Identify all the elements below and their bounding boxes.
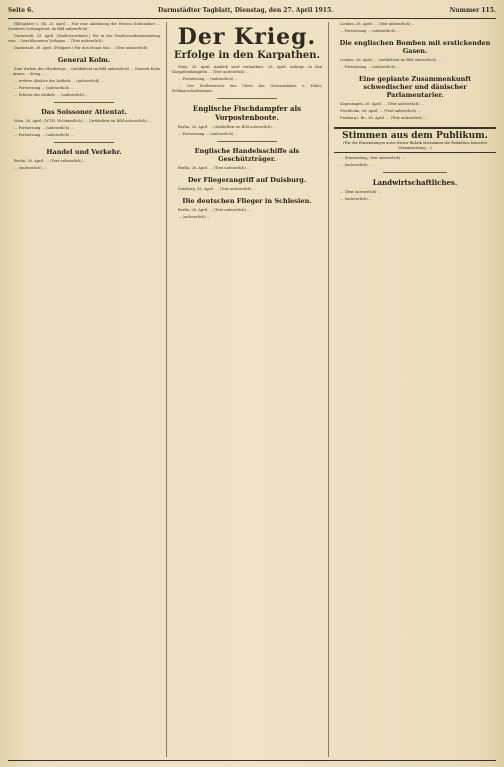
article-headline: Eine geplante Zusammenkunft schwedischer und dänischer Parlamentarier. [358, 75, 472, 99]
article-headline: Die englischen Bomben mit erstickenden Gasen. [339, 39, 491, 55]
section-banner [334, 127, 496, 153]
article-headline: General Kolm. [57, 56, 111, 64]
separator [217, 141, 277, 142]
article-headline: Englische Fischdampfer als Vorpostenboote. [192, 104, 302, 122]
column-3 [334, 22, 496, 757]
article-paragraph: ... Fortsetzung ... (unleserlich) ... [178, 77, 238, 81]
article-paragraph: ... Fortsetzung ... (unleserlich) ... [340, 29, 400, 33]
section-title: Stimmen aus dem Publikum. [342, 131, 488, 141]
article-paragraph: ... Schluss des Artikels ... (unleserlich) ... [14, 93, 89, 97]
article-paragraph: ... Fortsetzung ... (unleserlich) ... [14, 133, 74, 137]
column-1 [8, 22, 160, 757]
article-paragraph: ... Der Stellvertreter des Chefs des Generalstabes v. Höfer, Feldmarschalleutnant. [172, 84, 322, 93]
separator [217, 98, 277, 99]
article-paragraph: ... (Text unleserlich) ... [340, 190, 382, 194]
separator [54, 102, 115, 103]
article-paragraph: Wien, 26. April. (W.T.B. Nichtamtlich.) ... (Artikeltext im Bild unleserlich) ... [14, 119, 152, 123]
article-headline: Die deutschen Flieger in Schlesien. [182, 197, 312, 205]
header-rule [8, 18, 496, 19]
page-number: Seite 6. [8, 7, 34, 14]
article-paragraph: Kopenhagen, 26. April. ... (Text unleserlich) ... [340, 102, 425, 106]
issue-number: Nummer 115. [449, 7, 496, 14]
article-paragraph: Hilfsgelder 1. Ok. 25. April ... Nur eine Anlehnung der Hessen Nationalnot ... (weiteres Zeitungstext, im Bild unleserlich) [8, 22, 160, 31]
article-paragraph: Berlin, 26. April. ... (Text unleserlich) ... [178, 166, 251, 170]
paper-date: Darmstädter Tagblatt, Dienstag, den 27. April 1915. [158, 7, 334, 14]
sub-headline: Erfolge in den Karpathen. [173, 50, 321, 61]
article-paragraph: ... Fortsetzung ... (unleserlich) ... [14, 126, 74, 130]
article-paragraph: ... (Einsendung, Text unleserlich) ... [340, 156, 405, 160]
section-note: (Für die Einsendungen unter dieser Rubrik übernimmt die Redaktion keinerlei Verantwortung ...) [343, 141, 487, 150]
article-paragraph: London, 26. April. ... (Text unleserlich) ... [340, 22, 416, 26]
page-header [8, 6, 496, 16]
article-paragraph: ... Fortsetzung ... (unleserlich) ... [178, 132, 238, 136]
article-paragraph: ... (unleserlich) ... [340, 163, 373, 167]
column-2 [172, 22, 322, 757]
article-paragraph: Darmstadt, 26. April. (Feldpost.) Für den Monat Mai ... (Text unleserlich) [14, 46, 148, 50]
article-paragraph: Zum Wirken des Oberkriegs ... (Artikeltext im Bild unleserlich) ... General Kolm ... Armee ... Krieg ... [8, 67, 160, 76]
article-paragraph: Berlin, 26. April. ... (Artikeltext im Bild unleserlich) ... [178, 125, 277, 129]
article-paragraph: Berlin, 26. April. ... (Text unleserlich) ... [178, 208, 251, 212]
article-paragraph: ... Fortsetzung ... (unleserlich) ... [14, 86, 74, 90]
article-paragraph: ... (unleserlich) ... [178, 215, 211, 219]
article-paragraph: Duisburg, 26. April. ... (Text unleserlich) ... [178, 187, 257, 191]
article-paragraph: ... (unleserlich) ... [14, 166, 47, 170]
article-paragraph: Stockholm, 26. April. ... (Text unleserlich) ... [340, 109, 421, 113]
article-headline: Handel und Verkehr. [46, 148, 122, 156]
article-headline: Landwirtschaftliches. [372, 178, 458, 187]
article-paragraph: ... Fortsetzung ... (unleserlich) ... [340, 65, 400, 69]
article-headline: Der Fliegerangriff auf Duisburg. [187, 176, 307, 184]
article-paragraph: Freiburg i. Br., 26. April. ... (Text unleserlich) ... [340, 116, 428, 120]
article-paragraph: Darmstadt, 23. April. (Stadtverordnete.) Die in der Stadtverordnetensitzung vom ... beschlossenen Vorlagen ... (Text unleserlich) [8, 34, 160, 43]
article-paragraph: London, 26. April. ... (Artikeltext im Bild unleserlich) ... [340, 58, 441, 62]
article-paragraph: ... (unleserlich) ... [340, 197, 373, 201]
footer-rule [8, 760, 496, 761]
separator [54, 142, 115, 143]
separator [383, 172, 448, 173]
article-headline: Das Soissoner Attentat. [41, 108, 127, 116]
article-headline: Englische Handelsschiffe als Geschützträger. [194, 147, 300, 163]
article-paragraph: Wien, 26. April. Amtlich wird verlautbart: 26. April, mittags. In den Karpathenkämpfen ... (Text unleserlich) ... [172, 65, 322, 74]
main-headline: Der Krieg. [177, 24, 317, 50]
article-paragraph: Berlin, 26. April. ... (Text unleserlich) ... [14, 159, 87, 163]
column-divider [328, 22, 329, 757]
column-divider [166, 22, 167, 757]
article-paragraph: ... weitere Absätze des Artikels ... (unleserlich) ... [14, 79, 104, 83]
